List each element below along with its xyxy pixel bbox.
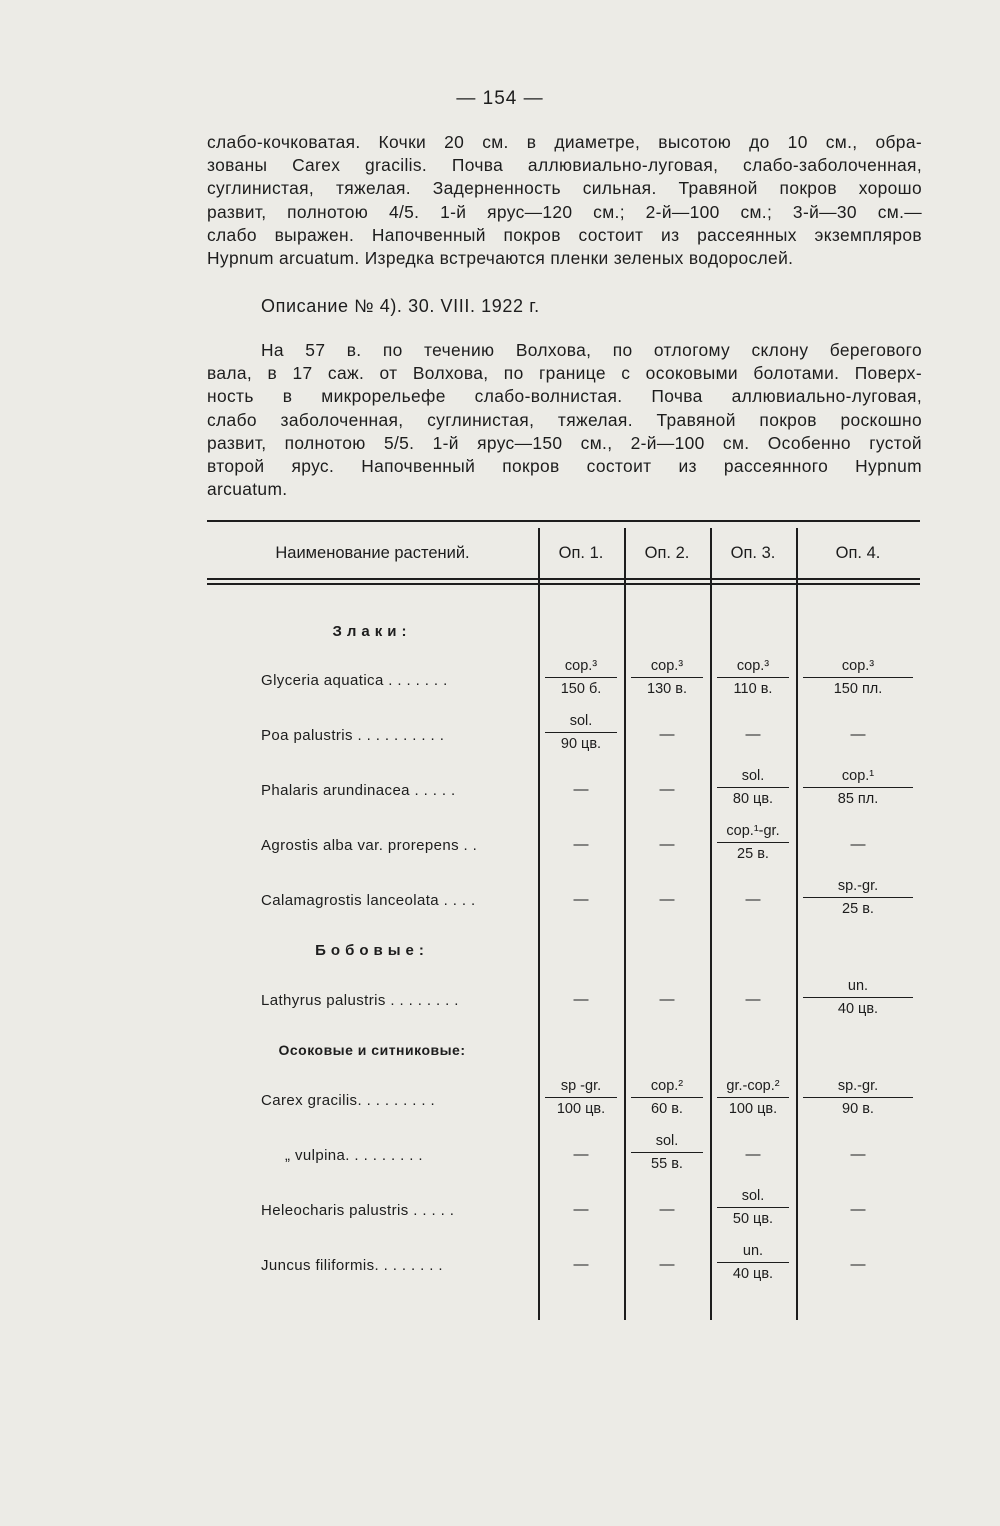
text-line: слабо заболоченная, суглинистая, тяжелая. Травяной покров роскошно	[207, 409, 922, 430]
abundance-value: sol.	[655, 1133, 679, 1149]
height-value: 40 цв.	[732, 1266, 774, 1282]
empty-cell-dash: —	[850, 1201, 866, 1218]
height-value: 150 пл.	[833, 681, 883, 697]
abundance-value: cop.³	[841, 658, 875, 674]
height-value: 150 б.	[560, 681, 602, 697]
abundance-value: cop.³	[650, 658, 684, 674]
abundance-value: cop.¹-gr.	[726, 823, 780, 839]
abundance-value: sp -gr.	[560, 1078, 602, 1094]
text-line: ность в микрорельефе слабо-волнистая. Почва аллювиально-луговая,	[207, 386, 922, 407]
empty-cell-dash: —	[745, 1146, 761, 1163]
abundance-cell	[796, 877, 920, 918]
fraction-bar	[717, 677, 789, 678]
abundance-cell	[710, 767, 796, 808]
empty-cell-dash: —	[573, 1256, 589, 1273]
empty-cell-dash: —	[850, 726, 866, 743]
empty-cell-dash: —	[659, 1256, 675, 1273]
abundance-cell	[796, 1077, 920, 1118]
fraction-bar	[803, 787, 913, 788]
abundance-cell	[538, 712, 624, 753]
plant-name: Carex gracilis. . . . . . . . .	[261, 1092, 436, 1109]
height-value: 50 цв.	[732, 1211, 774, 1227]
height-value: 100 цв.	[556, 1101, 606, 1117]
abundance-cell	[538, 657, 624, 698]
abundance-value: sol.	[741, 1188, 765, 1204]
abundance-cell	[624, 1077, 710, 1118]
header-op-1: Оп. 1.	[558, 544, 604, 562]
abundance-value: gr.-cop.²	[726, 1078, 780, 1094]
paragraph-2	[207, 339, 922, 501]
empty-cell-dash: —	[573, 1146, 589, 1163]
header-op-4: Оп. 4.	[835, 544, 881, 562]
height-value: 80 цв.	[732, 791, 774, 807]
category-sedges: Осоковые и ситниковые:	[278, 1042, 466, 1058]
header-op-2: Оп. 2.	[644, 544, 690, 562]
plant-name: Glyceria aquatica . . . . . . .	[261, 672, 448, 689]
empty-cell-dash: —	[573, 781, 589, 798]
fraction-bar	[803, 897, 913, 898]
fraction-bar	[717, 1207, 789, 1208]
abundance-cell	[796, 977, 920, 1018]
text-line: развит, полнотою 4/5. 1-й ярус—120 см.; 2-й—100 см.; 3-й—30 см.—	[207, 201, 922, 222]
height-value: 25 в.	[737, 846, 769, 862]
fraction-bar	[631, 1152, 703, 1153]
abundance-value: un.	[742, 1243, 764, 1259]
category-legumes: Бобовые:	[315, 942, 429, 959]
fraction-bar	[717, 1097, 789, 1098]
height-value: 60 в.	[651, 1101, 683, 1117]
abundance-value: un.	[847, 978, 869, 994]
plant-name: Calamagrostis lanceolata . . . .	[261, 892, 476, 909]
table-header-rule	[207, 583, 920, 585]
abundance-value: cop.³	[736, 658, 770, 674]
abundance-cell	[710, 1187, 796, 1228]
abundance-cell	[624, 657, 710, 698]
height-value: 40 цв.	[837, 1001, 879, 1017]
plant-name: Juncus filiformis. . . . . . . .	[261, 1257, 444, 1274]
empty-cell-dash: —	[745, 991, 761, 1008]
fraction-bar	[545, 677, 617, 678]
height-value: 85 пл.	[837, 791, 879, 807]
text-line: Hypnum arcuatum. Изредка встречаются пленки зеленых водорослей.	[207, 248, 794, 269]
empty-cell-dash: —	[850, 1256, 866, 1273]
empty-cell-dash: —	[659, 781, 675, 798]
empty-cell-dash: —	[573, 836, 589, 853]
abundance-cell	[796, 657, 920, 698]
fraction-bar	[803, 677, 913, 678]
text-line: слабо выражен. Напочвенный покров состоит из рассеянных экземпляров	[207, 224, 922, 245]
height-value: 130 в.	[647, 681, 687, 697]
abundance-value: sp.-gr.	[837, 1078, 879, 1094]
abundance-cell	[710, 1077, 796, 1118]
fraction-bar	[803, 1097, 913, 1098]
plant-name: Heleocharis palustris . . . . .	[261, 1202, 455, 1219]
plant-name: Lathyrus palustris . . . . . . . .	[261, 992, 459, 1009]
category-grasses: Злаки:	[332, 623, 412, 640]
empty-cell-dash: —	[745, 891, 761, 908]
text-line: arcuatum.	[207, 479, 288, 500]
text-line: второй ярус. Напочвенный покров состоит из рассеянного Hypnum	[207, 456, 922, 477]
abundance-value: sol.	[569, 713, 593, 729]
fraction-bar	[545, 1097, 617, 1098]
text-line: На 57 в. по течению Волхова, по отлогому склону берегового	[261, 340, 922, 360]
fraction-bar	[717, 1262, 789, 1263]
text-line: слабо-кочковатая. Кочки 20 см. в диаметре, высотою до 10 см., обра-	[207, 132, 922, 152]
abundance-value: cop.¹	[841, 768, 875, 784]
text-line: вала, в 17 саж. от Волхова, по границе с осоковыми болотами. Поверх-	[207, 363, 922, 384]
abundance-value: sol.	[741, 768, 765, 784]
abundance-cell	[710, 1242, 796, 1283]
height-value: 100 цв.	[728, 1101, 778, 1117]
fraction-bar	[717, 787, 789, 788]
empty-cell-dash: —	[659, 836, 675, 853]
fraction-bar	[631, 677, 703, 678]
plant-name: Phalaris arundinacea . . . . .	[261, 782, 456, 799]
abundance-value: sp.-gr.	[837, 878, 879, 894]
fraction-bar	[803, 997, 913, 998]
text-line: развит, полнотою 5/5. 1-й ярус—150 см., 2-й—100 см. Особенно густой	[207, 432, 922, 453]
table-header-rule	[207, 578, 920, 580]
abundance-value: cop.³	[564, 658, 598, 674]
fraction-bar	[545, 732, 617, 733]
fraction-bar	[717, 842, 789, 843]
header-op-3: Оп. 3.	[730, 544, 776, 562]
description-heading: Описание № 4). 30. VIII. 1922 г.	[261, 296, 540, 316]
fraction-bar	[631, 1097, 703, 1098]
abundance-cell	[624, 1132, 710, 1173]
header-plant-names: Наименование растений.	[275, 544, 470, 562]
table-top-rule	[207, 520, 920, 522]
height-value: 90 в.	[842, 1101, 874, 1117]
abundance-cell	[710, 822, 796, 863]
height-value: 110 в.	[733, 681, 773, 697]
plant-name: „ vulpina. . . . . . . . .	[285, 1147, 423, 1164]
empty-cell-dash: —	[573, 891, 589, 908]
empty-cell-dash: —	[659, 891, 675, 908]
abundance-cell	[538, 1077, 624, 1118]
empty-cell-dash: —	[745, 726, 761, 743]
text-line: суглинистая, тяжелая. Задерненность сильная. Травяной покров хорошо	[207, 178, 922, 199]
page-number: — 154 —	[456, 88, 544, 109]
plant-table	[207, 520, 920, 1320]
height-value: 25 в.	[842, 901, 874, 917]
paragraph-1	[207, 131, 922, 270]
abundance-value: cop.²	[650, 1078, 684, 1094]
empty-cell-dash: —	[659, 991, 675, 1008]
empty-cell-dash: —	[573, 991, 589, 1008]
height-value: 55 в.	[651, 1156, 683, 1172]
plant-name: Agrostis alba var. prorepens . .	[261, 837, 478, 854]
abundance-cell	[796, 767, 920, 808]
empty-cell-dash: —	[659, 726, 675, 743]
empty-cell-dash: —	[850, 1146, 866, 1163]
height-value: 90 цв.	[560, 736, 602, 752]
abundance-cell	[710, 657, 796, 698]
empty-cell-dash: —	[659, 1201, 675, 1218]
plant-name: Poa palustris . . . . . . . . . .	[261, 727, 445, 744]
empty-cell-dash: —	[573, 1201, 589, 1218]
empty-cell-dash: —	[850, 836, 866, 853]
text-line: зованы Carex gracilis. Почва аллювиально-луговая, слабо-заболоченная,	[207, 155, 922, 176]
